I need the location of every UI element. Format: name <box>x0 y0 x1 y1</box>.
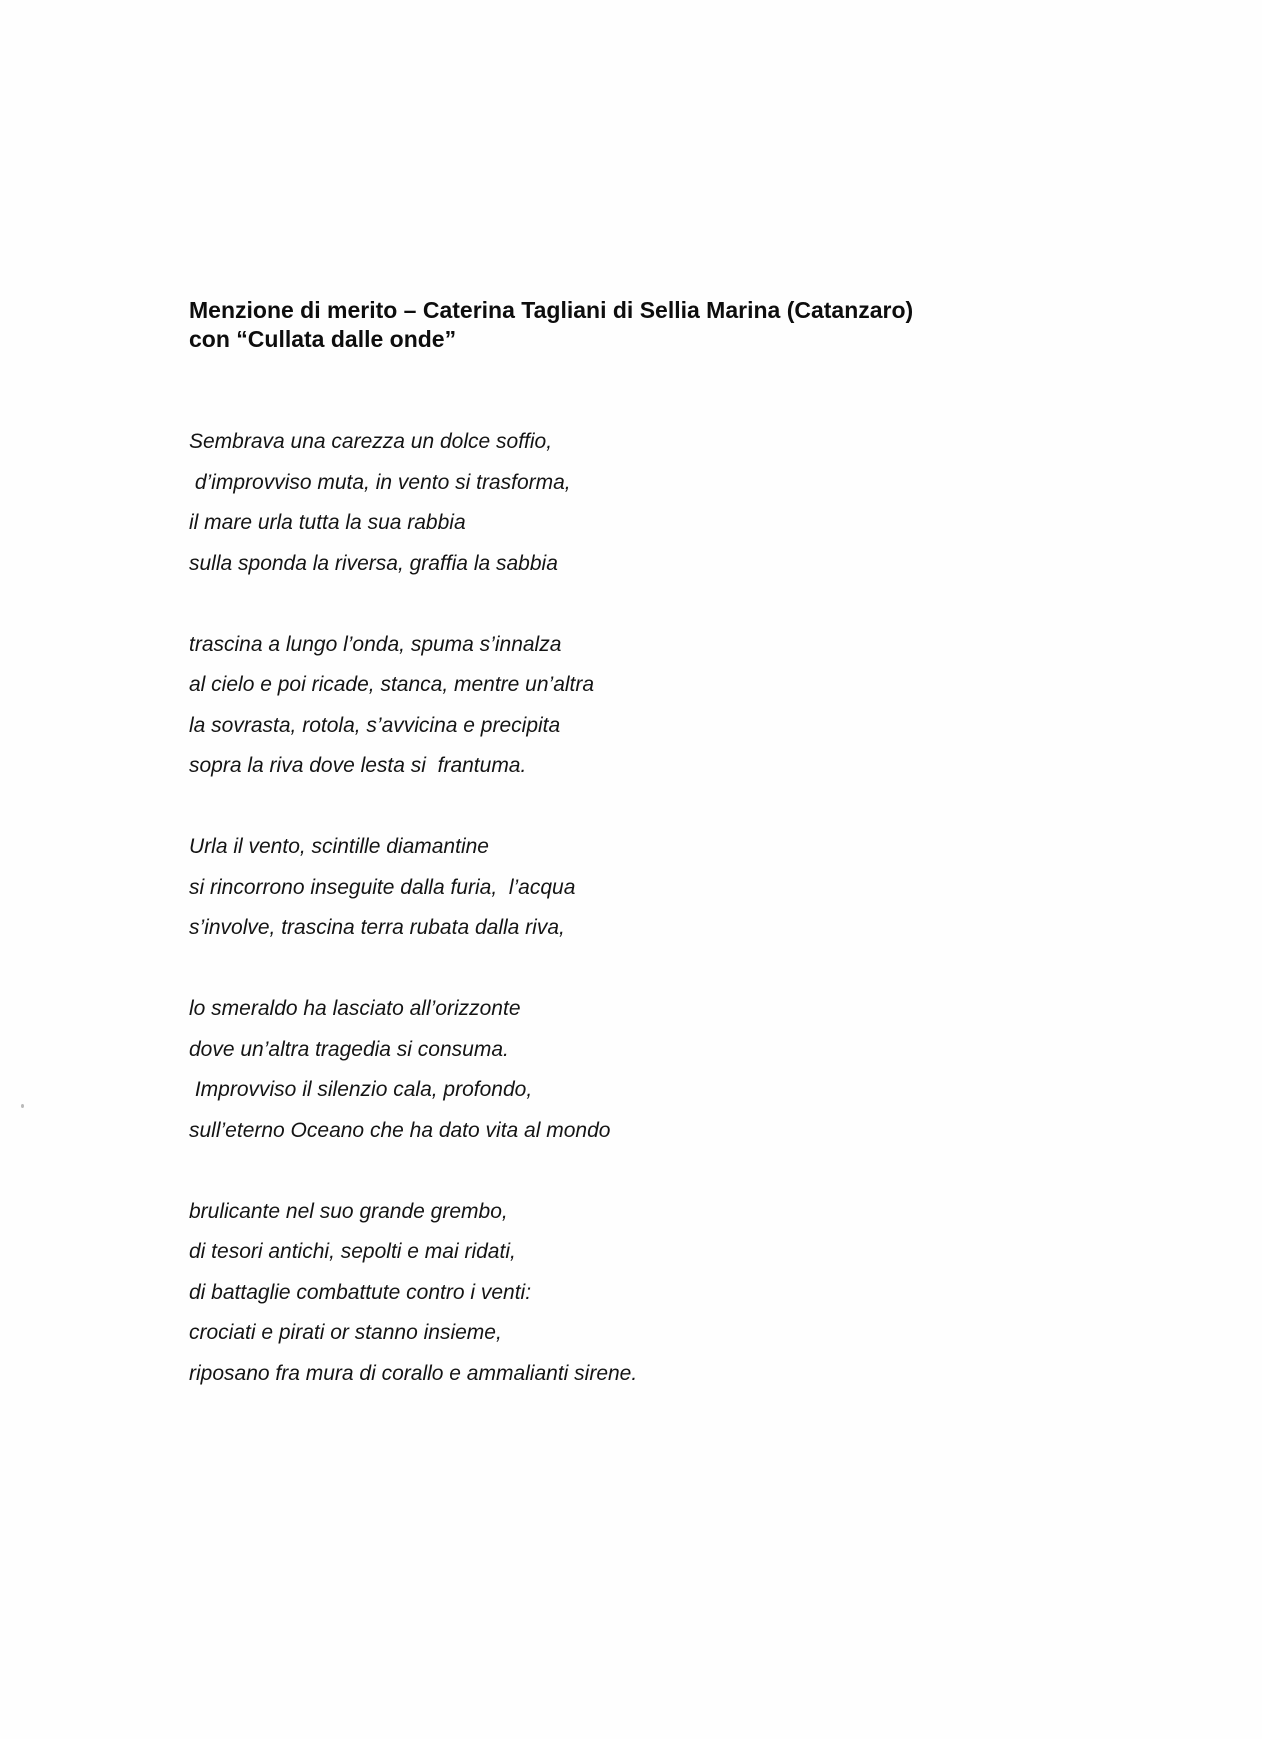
stanza-4 <box>189 989 1189 1151</box>
award-heading <box>189 296 1189 354</box>
poem-line: crociati e pirati or stanno insieme, <box>189 1321 502 1344</box>
stanza-2 <box>189 625 1189 787</box>
poem-line: sulla sponda la riversa, graffia la sabbia <box>189 551 558 575</box>
stanza-3 <box>189 827 1189 949</box>
poem-line: brulicante nel suo grande grembo, <box>189 1199 508 1223</box>
poem-line: sull’eterno Oceano che ha dato vita al mondo <box>189 1118 611 1142</box>
poem-line: trascina a lungo l’onda, spuma s’innalza <box>189 632 562 656</box>
poem-line: lo smeraldo ha lasciato all’orizzonte <box>189 997 521 1020</box>
poem-line: al cielo e poi ricade, stanca, mentre un’altra <box>189 673 595 696</box>
poem-line: s’involve, trascina terra rubata dalla riva, <box>189 916 565 939</box>
poem-line: dove un’altra tragedia si consuma. <box>189 1037 509 1061</box>
poem-line: di tesori antichi, sepolti e mai ridati, <box>189 1240 516 1263</box>
poem-line: Sembrava una carezza un dolce soffio, <box>189 430 553 453</box>
poem-line: Improvviso il silenzio cala, profondo, <box>189 1078 533 1101</box>
poem-line: di battaglie combattute contro i venti: <box>189 1280 532 1304</box>
poem-line: si rincorrono inseguite dalla furia, l’acqua <box>189 875 576 899</box>
award-heading-line-2: con “Cullata dalle onde” <box>189 326 457 352</box>
poem-line: la sovrasta, rotola, s’avvicina e precipita <box>189 713 561 737</box>
award-heading-line-1: Menzione di merito – Caterina Tagliani di Sellia Marina (Catanzaro) <box>189 297 914 323</box>
scan-speck <box>21 1104 24 1108</box>
poem-line: Urla il vento, scintille diamantine <box>189 835 489 858</box>
poem-line: d’improvviso muta, in vento si trasforma, <box>189 470 571 494</box>
poem-body <box>189 422 1189 1435</box>
stanza-1 <box>189 422 1189 584</box>
poem-line: sopra la riva dove lesta si frantuma. <box>189 754 527 777</box>
poem-line: il mare urla tutta la sua rabbia <box>189 511 466 534</box>
poem-line: riposano fra mura di corallo e ammalianti sirene. <box>189 1361 638 1385</box>
stanza-5 <box>189 1192 1189 1395</box>
